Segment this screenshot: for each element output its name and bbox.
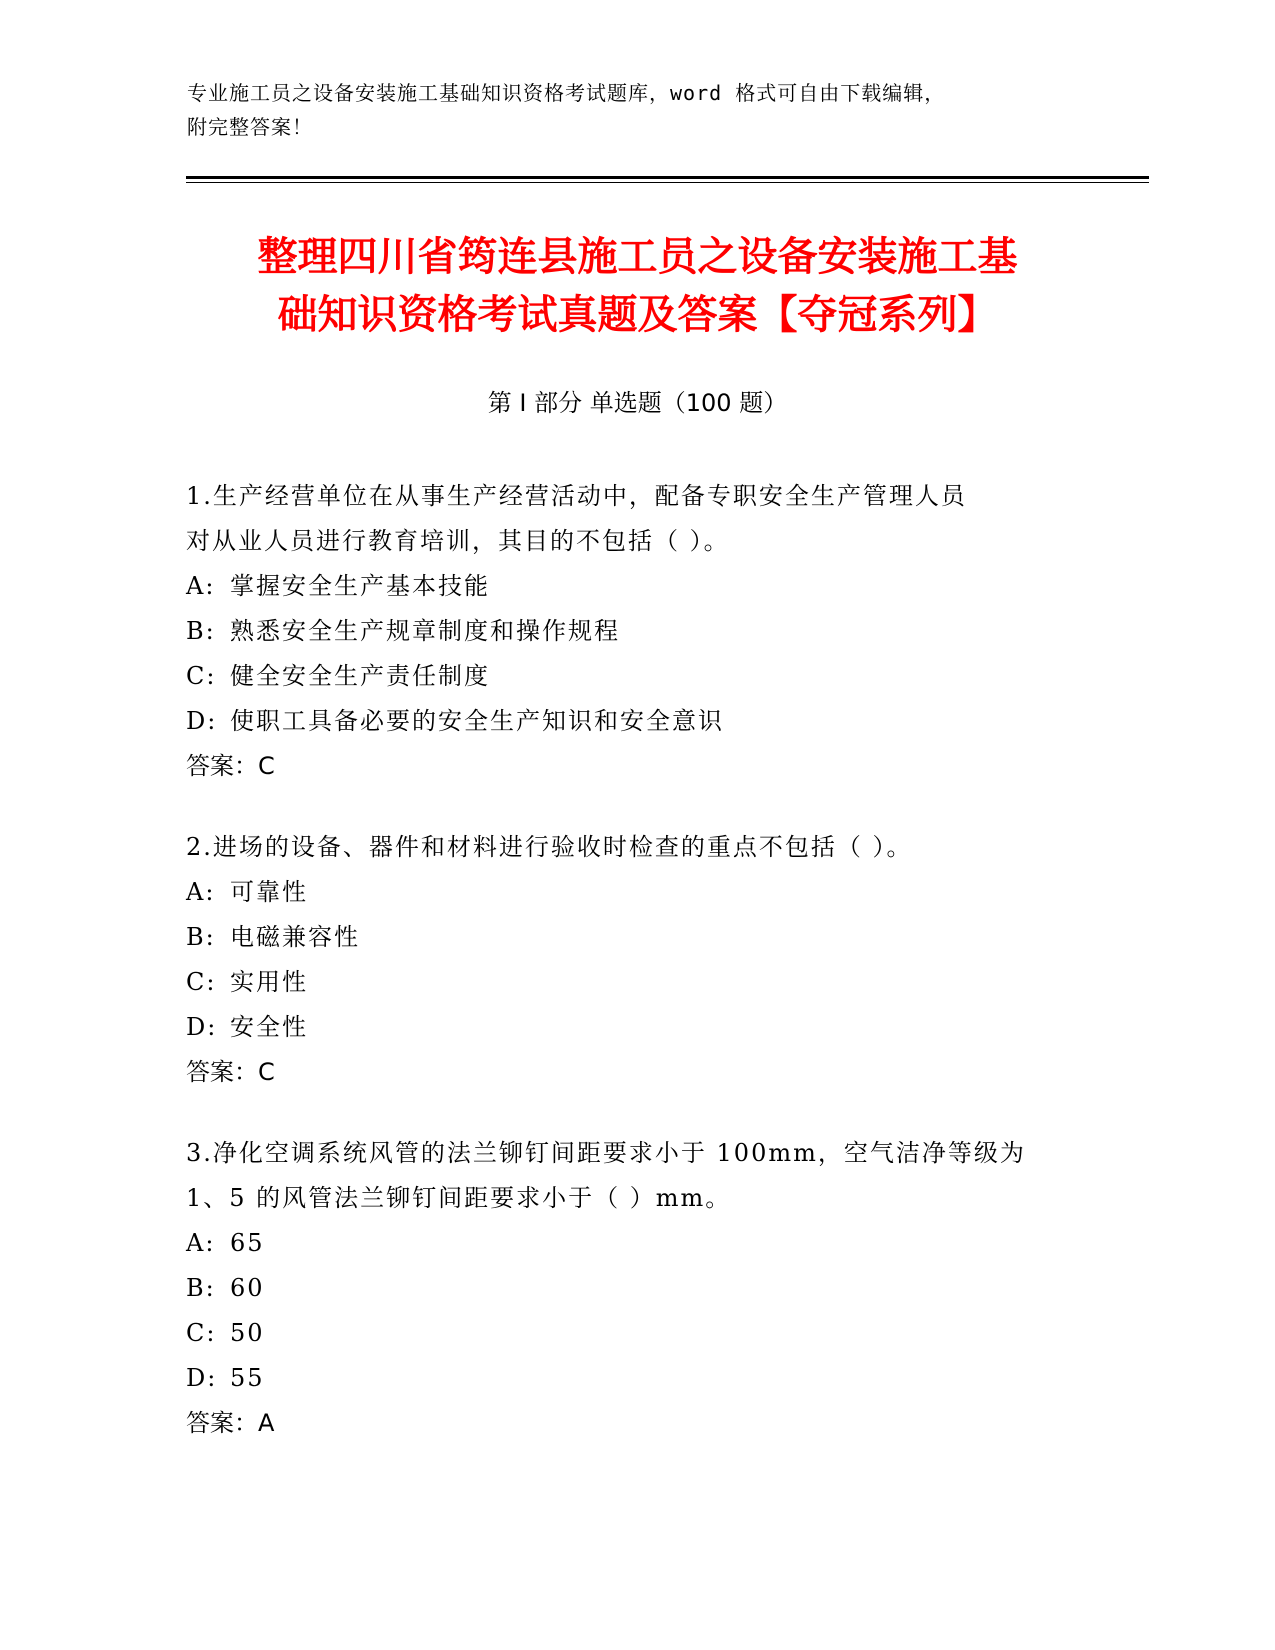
question-2 <box>186 825 1086 1095</box>
option-d <box>186 1005 1086 1050</box>
option-c <box>186 960 1086 1005</box>
question-stem: 1.生产经营单位在从事生产经营活动中，配备专职安全生产管理人员 <box>186 482 967 510</box>
question-stem: 对从业人员进行教育培训，其目的不包括（ ）。 <box>186 527 730 555</box>
option-text: 65 <box>230 1229 265 1257</box>
option-a <box>186 870 1086 915</box>
option-text: 熟悉安全生产规章制度和操作规程 <box>230 617 620 645</box>
option-letter: D: <box>186 707 218 735</box>
document-title <box>150 228 1125 344</box>
option-d <box>186 1356 1086 1401</box>
question-stem: 3.净化空调系统风管的法兰铆钉间距要求小于 100mm，空气洁净等级为 <box>186 1139 1026 1167</box>
option-letter: B: <box>186 617 216 645</box>
option-a <box>186 564 1086 609</box>
question-1 <box>186 474 1086 789</box>
option-a <box>186 1221 1086 1266</box>
header-divider-thick <box>186 176 1149 179</box>
option-text: 55 <box>230 1364 265 1392</box>
option-letter: A: <box>186 572 216 600</box>
answer: 答案：A <box>186 1409 275 1437</box>
section-heading: 第 I 部分 单选题（100 题） <box>487 389 788 417</box>
question-stem: 1、5 的风管法兰铆钉间距要求小于（ ）mm。 <box>186 1184 732 1212</box>
question-stem: 2.进场的设备、器件和材料进行验收时检查的重点不包括（ ）。 <box>186 833 913 861</box>
option-c <box>186 654 1086 699</box>
option-text: 电磁兼容性 <box>230 923 360 951</box>
answer: 答案：C <box>186 1058 275 1086</box>
option-text: 掌握安全生产基本技能 <box>230 572 490 600</box>
header-divider-thin <box>186 182 1149 183</box>
option-letter: C: <box>186 662 217 690</box>
option-text: 实用性 <box>230 968 308 996</box>
option-text: 60 <box>230 1274 265 1302</box>
option-d <box>186 699 1086 744</box>
option-letter: D: <box>186 1013 218 1041</box>
question-list <box>186 474 1086 1482</box>
document-title-line-2: 础知识资格考试真题及答案【夺冠系列】 <box>277 292 998 338</box>
option-letter: C: <box>186 968 217 996</box>
question-3 <box>186 1131 1086 1446</box>
option-letter: B: <box>186 923 216 951</box>
option-b <box>186 609 1086 654</box>
option-text: 使职工具备必要的安全生产知识和安全意识 <box>230 707 724 735</box>
option-letter: A: <box>186 1229 216 1257</box>
option-letter: D: <box>186 1364 218 1392</box>
option-b <box>186 915 1086 960</box>
option-letter: C: <box>186 1319 217 1347</box>
option-letter: B: <box>186 1274 216 1302</box>
header-note-line-2: 附完整答案！ <box>187 115 313 139</box>
option-text: 50 <box>230 1319 265 1347</box>
option-b <box>186 1266 1086 1311</box>
header-note <box>187 76 1087 144</box>
answer: 答案：C <box>186 752 275 780</box>
option-text: 安全性 <box>230 1013 308 1041</box>
option-text: 健全安全生产责任制度 <box>230 662 490 690</box>
option-letter: A: <box>186 878 216 906</box>
document-title-line-1: 整理四川省筠连县施工员之设备安装施工基 <box>257 234 1018 280</box>
header-note-line-1: 专业施工员之设备安装施工基础知识资格考试题库，word 格式可自由下载编辑， <box>187 81 946 105</box>
option-text: 可靠性 <box>230 878 308 906</box>
option-c <box>186 1311 1086 1356</box>
